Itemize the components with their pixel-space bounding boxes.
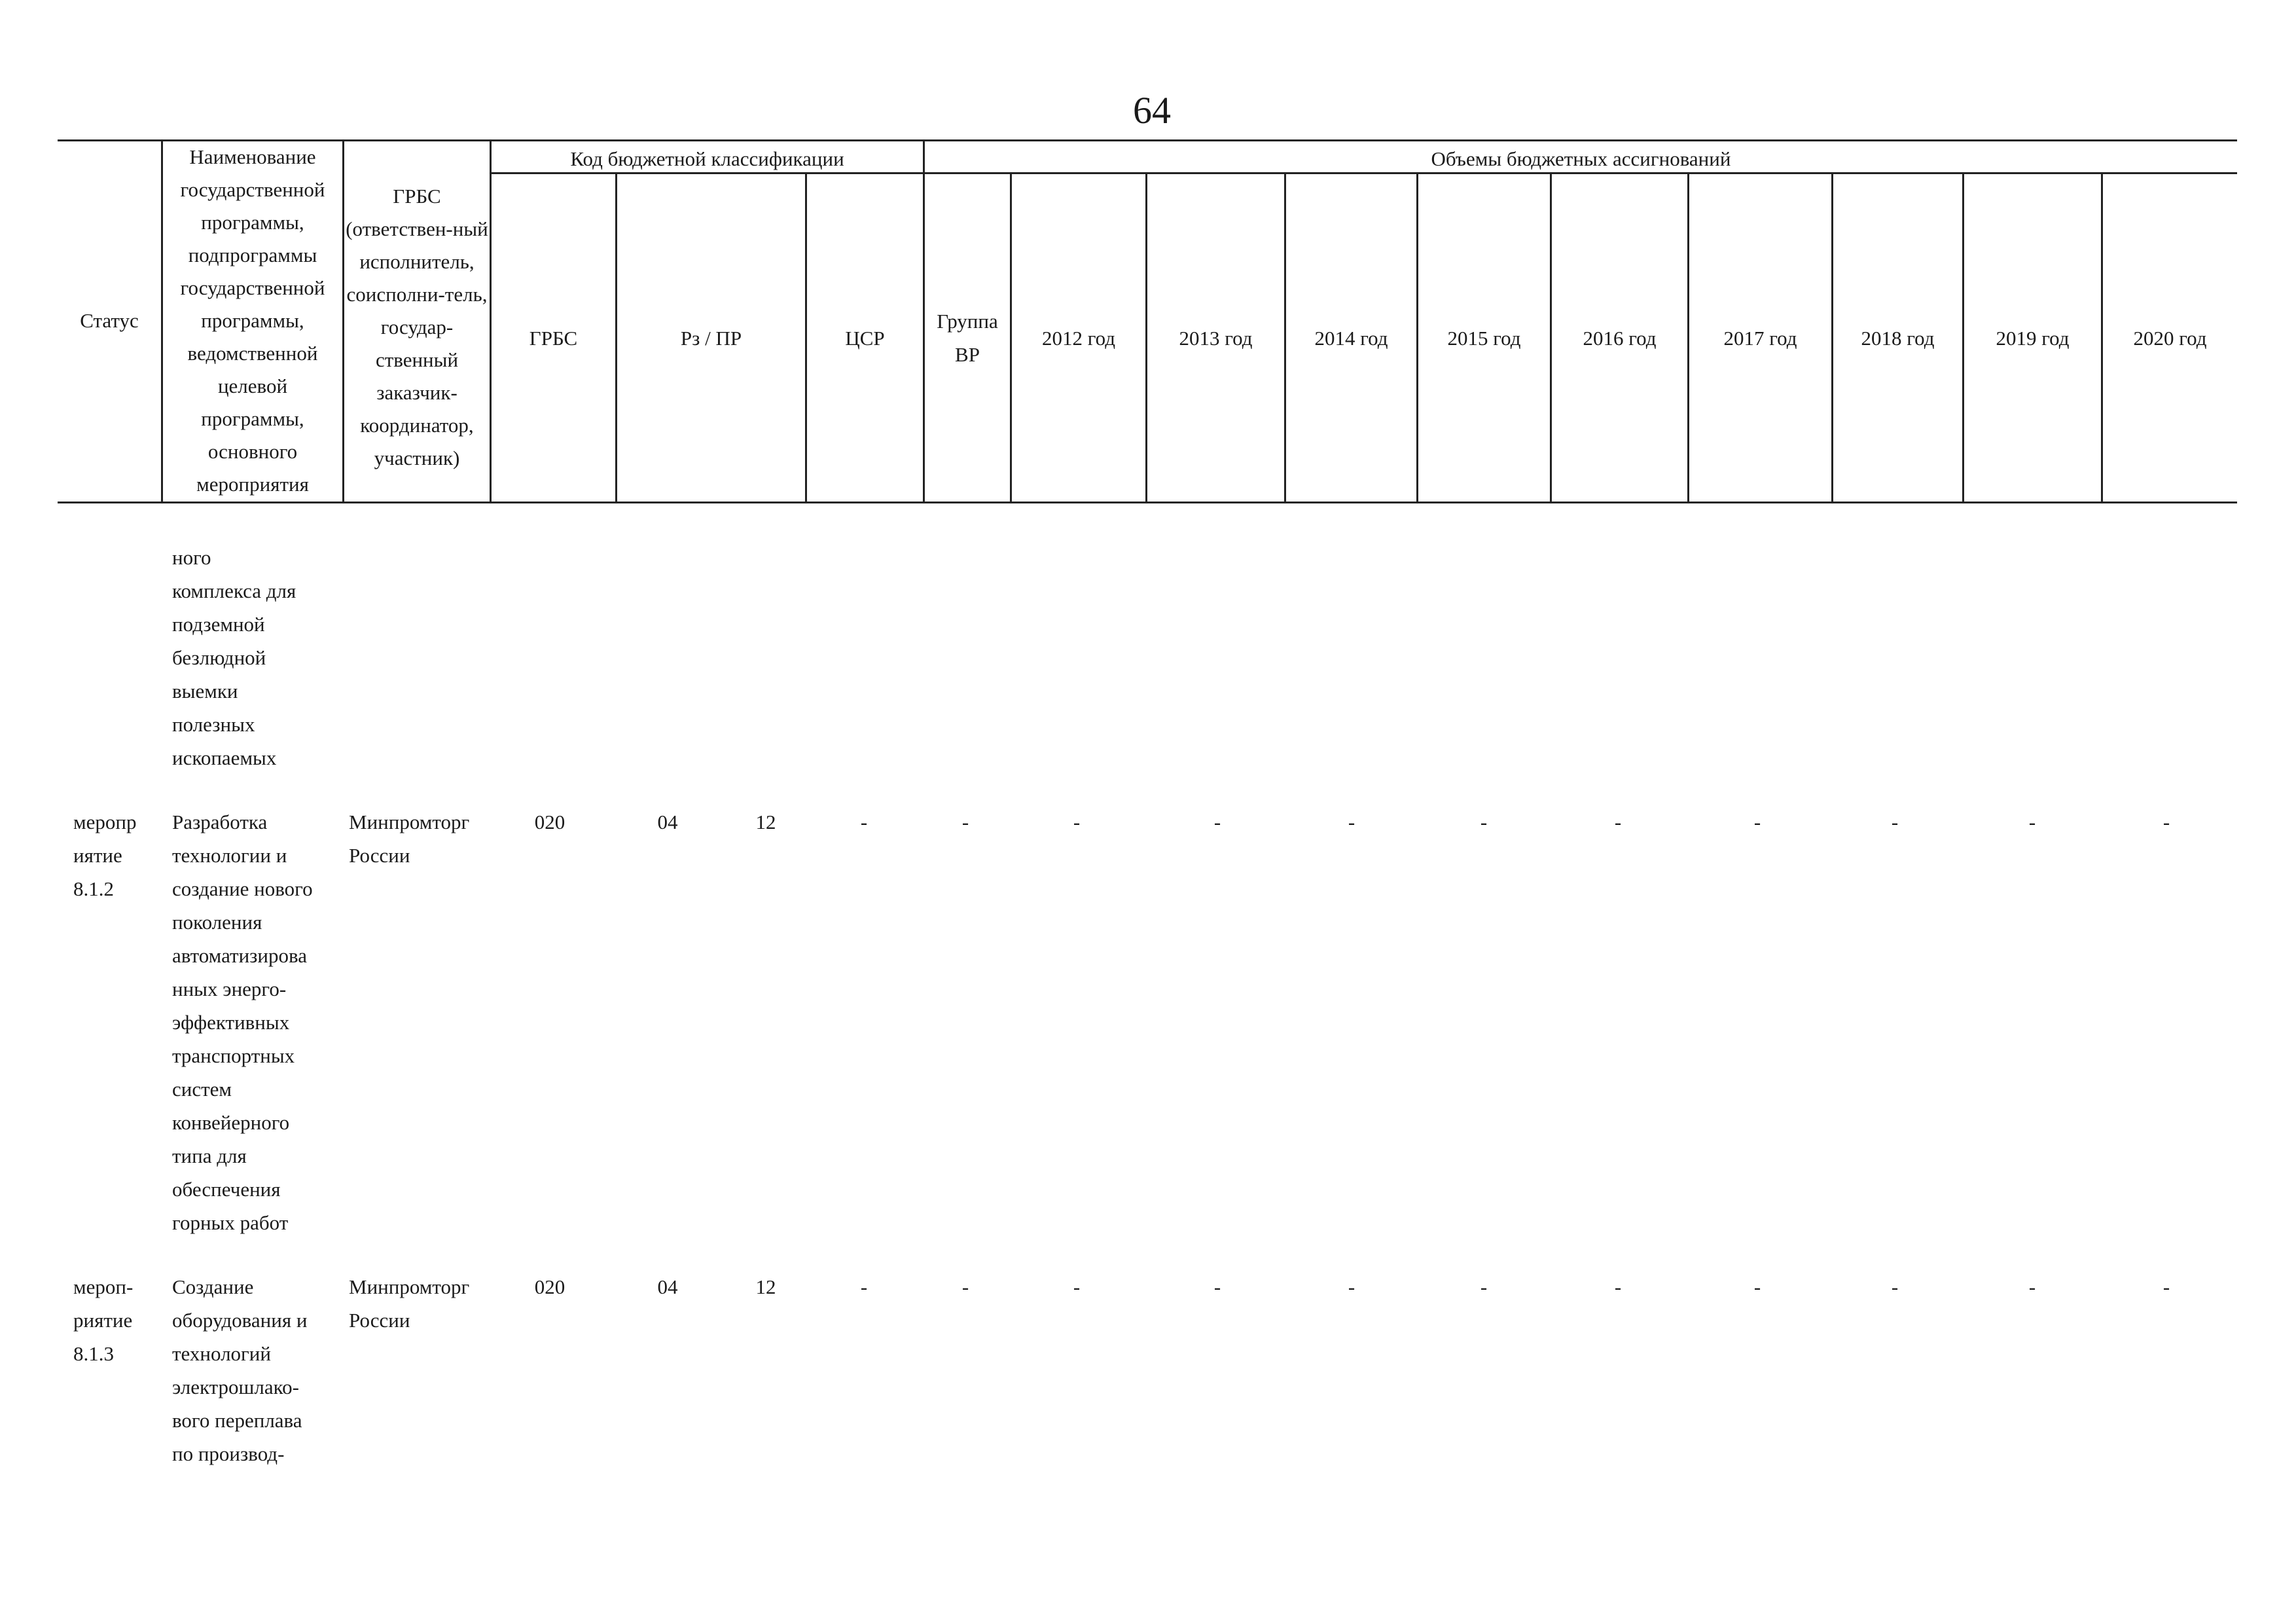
- col-year-2015: 2015 год: [1447, 326, 1521, 350]
- row-2-value-2017: -: [1753, 1275, 1761, 1298]
- row-1-value-2013: -: [1213, 811, 1221, 833]
- row-1-value-2018: -: [1891, 811, 1899, 833]
- col-vr: Группа ВР: [937, 310, 998, 366]
- col-year-2017: 2017 год: [1723, 326, 1797, 350]
- col-divider: [342, 139, 344, 503]
- row-2-grbs-responsible: Минпромторг России: [349, 1275, 470, 1332]
- row-1-grbs: 020: [534, 811, 565, 833]
- row-1-value-2016: -: [1614, 811, 1622, 833]
- row-1-value-2020: -: [2162, 811, 2170, 833]
- row-1-value-2012: -: [1073, 811, 1081, 833]
- row-2-value-2019: -: [2028, 1275, 2036, 1298]
- col-year-2020: 2020 год: [2133, 326, 2207, 350]
- row-2-grbs: 020: [534, 1275, 565, 1298]
- row-2-value-2020: -: [2162, 1275, 2170, 1298]
- row-0-name: ного комплекса для подземной безлюдной выемки полезных ископаемых: [172, 546, 296, 769]
- col-name: Наименование государственной программы, подпрограммы государственной программы, ведомственной целевой программы, основного мероприятия: [180, 145, 325, 496]
- volumes-group-label: Объемы бюджетных ассигнований: [1431, 147, 1731, 170]
- row-1-pr: 12: [755, 811, 776, 833]
- row-1-value-2017: -: [1753, 811, 1761, 833]
- row-2-status: мероп- риятие 8.1.3: [73, 1275, 134, 1365]
- col-year-2012: 2012 год: [1041, 326, 1116, 350]
- row-2-value-2016: -: [1614, 1275, 1622, 1298]
- row-2-value-2015: -: [1480, 1275, 1488, 1298]
- row-1-vr: -: [961, 811, 969, 833]
- row-2-vr: -: [961, 1275, 969, 1298]
- col-rzpr: Рз / ПР: [680, 326, 742, 350]
- col-status: Статус: [80, 309, 139, 332]
- col-divider: [161, 139, 163, 503]
- row-2-csr: -: [860, 1275, 868, 1298]
- col-csr: ЦСР: [845, 326, 885, 350]
- col-grbs-responsible: ГРБС (ответствен-ный исполнитель, соисполни-тель, государ-ственный заказчик-координатор, участник): [346, 184, 488, 469]
- col-grbs: ГРБС: [529, 326, 578, 350]
- row-2-rz: 04: [657, 1275, 678, 1298]
- row-1-value-2019: -: [2028, 811, 2036, 833]
- header-bottom-rule: [58, 501, 2237, 503]
- row-2-value-2018: -: [1891, 1275, 1899, 1298]
- row-2-name: Создание оборудования и технологий электрошлако- вого переплава по производ-: [172, 1275, 308, 1465]
- row-2-value-2012: -: [1073, 1275, 1081, 1298]
- col-year-2016: 2016 год: [1583, 326, 1657, 350]
- col-year-2019: 2019 год: [1996, 326, 2070, 350]
- row-2-pr: 12: [755, 1275, 776, 1298]
- col-year-2014: 2014 год: [1314, 326, 1388, 350]
- row-1-name: Разработка технологии и создание нового поколения автоматизирова нных энерго- эффективных транспортных систем конвейерного типа для обеспечения горных работ: [172, 811, 313, 1234]
- row-1-status: меропр иятие 8.1.2: [73, 811, 137, 900]
- row-2-value-2013: -: [1213, 1275, 1221, 1298]
- col-year-2018: 2018 год: [1861, 326, 1935, 350]
- header-top-rule: [58, 139, 2237, 141]
- row-1-rz: 04: [657, 811, 678, 833]
- table-header: [58, 139, 2237, 503]
- col-year-2013: 2013 год: [1179, 326, 1253, 350]
- row-1-csr: -: [860, 811, 868, 833]
- page-number: 64: [1133, 89, 1171, 132]
- kbk-group-label: Код бюджетной классификации: [570, 147, 844, 170]
- row-1-value-2015: -: [1480, 811, 1488, 833]
- row-2-value-2014: -: [1348, 1275, 1355, 1298]
- row-1-value-2014: -: [1348, 811, 1355, 833]
- row-1-grbs-responsible: Минпромторг России: [349, 811, 470, 867]
